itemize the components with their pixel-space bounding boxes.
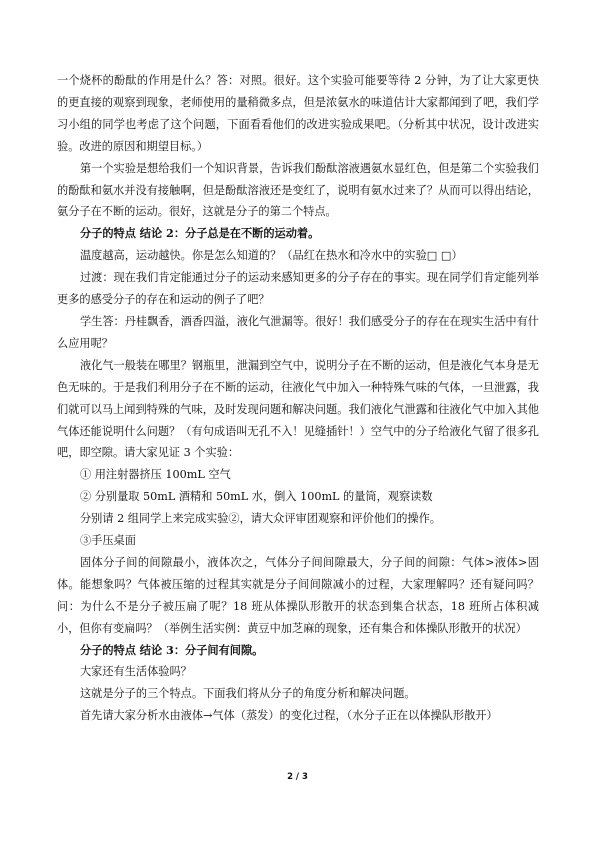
- paragraph-12: 固体分子间的间隙最小，液体次之，气体分子间间隙最大，分子间的间隙：气体>液体>固体。能想象吗？气体被压缩的过程其实就是分子间间隙减小的过程，大家理解吗？还有疑问吗？问：为什么不是分子被压扁了呢？18 班从体操队形散开的状态到集合状态，18 班所占体积减小，但你有变扁吗？（举例生活实例：黄豆中加芝麻的现象，还有集合和体操队形散开的状况）: [57, 555, 539, 635]
- paragraph-7: 液化气一般装在哪里？钢瓶里，泄漏到空气中，说明分子在不断的运动，但是液化气本身是无色无味的。于是我们利用分子在不断的运动，往液化气中加入一种特殊气味的气体，一旦泄露，我们就可以马上闻到特殊的气味，及时发现问题和解决问题。我们液化气泄露和往液化气中加入其他气体还能说明什么问题？（有句成语叫无孔不入！见缝插针！）空气中的分子给液化气留了很多孔吧，即空隙。请大家见证 3 个实验：: [57, 358, 539, 460]
- document-body: [57, 70, 539, 727]
- paragraph-2: 第一个实验是想给我们一个知识背景，告诉我们酚酞溶液遇氨水显红色，但是第二个实验我们的酚酞和氨水并没有接触啊，但是酚酞溶液还是变红了，说明有氨水过来了？从而可以得出结论，氨分子在不断的运动。很好，这就是分子的第二个特点。: [57, 161, 539, 219]
- paragraph-4: 温度越高，运动越快。你是怎么知道的？（品红在热水和冷水中的实验□ □）: [79, 249, 463, 263]
- paragraph-10: 分别请 2 组同学上来完成实验②，请大众评审团观察和评价他们的操作。: [79, 512, 441, 526]
- experiment-1: ① 用注射器挤压 100mL 空气: [79, 468, 231, 482]
- experiment-2: ② 分别量取 50mL 酒精和 50mL 水，倒入 100mL 的量筒，观察读数: [79, 490, 433, 504]
- paragraph-6: 学生答：丹桂飘香，酒香四溢，液化气泄漏等。很好！我们感受分子的存在在现实生活中有什么应用呢？: [57, 314, 539, 350]
- paragraph-15: 这就是分子的三个特点。下面我们将从分子的角度分析和解决问题。: [79, 687, 416, 701]
- paragraph-1: 一个烧杯的酚酞的作用是什么？答：对照。很好。这个实验可能要等待 2 分钟，为了让大家更快的更直接的观察到现象，老师使用的量稍微多点，但是浓氨水的味道估计大家都闻到了吧，我们学习小组的同学也考虑了这个问题，下面看看他们的改进实验成果吧。（分析其中状况，设计改进实验。改进的原因和期望目标。）: [57, 74, 539, 153]
- conclusion-2-heading: 分子的特点 结论 2：分子总是在不断的运动着。: [79, 226, 320, 241]
- page-number: 2 / 3: [287, 772, 308, 782]
- paragraph-16: 首先请大家分析水由液体→气体（蒸发）的变化过程，（水分子正在以体操队形散开）: [79, 709, 498, 723]
- experiment-3: ③手压桌面: [79, 534, 136, 548]
- conclusion-3-heading: 分子的特点 结论 3：分子间有间隙。: [79, 642, 264, 657]
- paragraph-14: 大家还有生活体验吗？: [79, 665, 192, 679]
- paragraph-5: 过渡：现在我们肯定能通过分子的运动来感知更多的分子存在的事实。现在同学们肯定能列举更多的感受分子的存在和运动的例子了吧？: [57, 271, 539, 307]
